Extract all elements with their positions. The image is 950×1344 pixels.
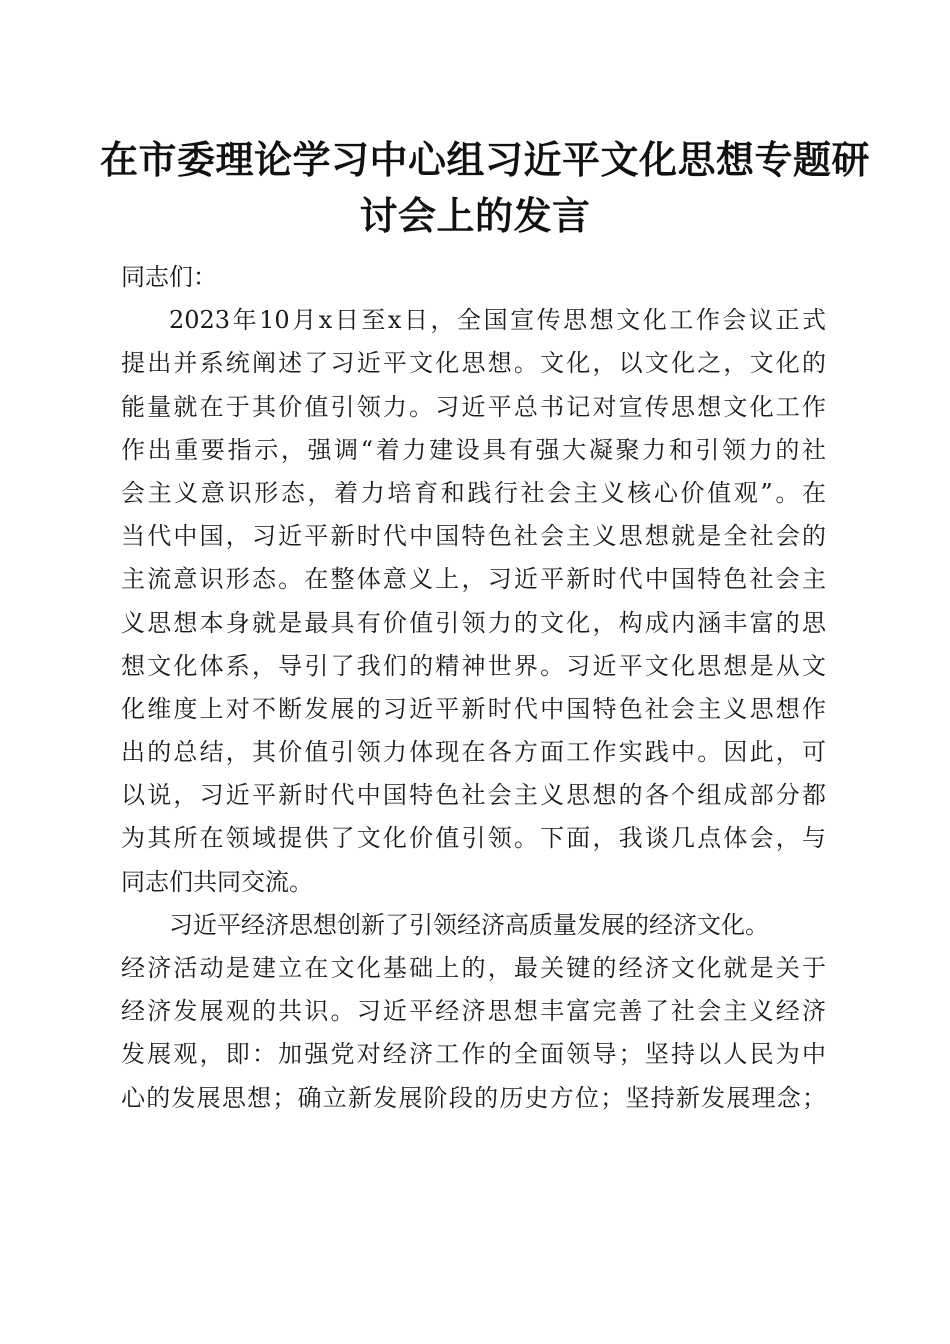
paragraph-line: 作出重要指示，强调“着力建设具有强大凝聚力和引领力的社 [121, 435, 826, 464]
paragraph-line: 当代中国，习近平新时代中国特色社会主义思想就是全社会的 [121, 522, 826, 551]
document-body [121, 256, 826, 1120]
paragraph-2 [121, 904, 826, 1120]
paragraph-line: 主流意识形态。在整体意义上，习近平新时代中国特色社会主 [121, 565, 826, 594]
paragraph-line: 为其所在领域提供了文化价值引领。下面，我谈几点体会，与 [121, 824, 826, 853]
paragraph-line: 想文化体系，导引了我们的精神世界。习近平文化思想是从文 [121, 651, 826, 680]
paragraph-line: 提出并系统阐述了习近平文化思想。文化，以文化之，文化的 [121, 349, 826, 378]
paragraph-line: 义思想本身就是最具有价值引领力的文化，构成内涵丰富的思 [121, 608, 826, 637]
title-line: 讨会上的发言 [359, 193, 591, 238]
paragraph-line: 会主义意识形态，着力培育和践行社会主义核心价值观”。在 [121, 478, 826, 507]
document-title [100, 132, 871, 244]
paragraph-line: 化维度上对不断发展的习近平新时代中国特色社会主义思想作 [121, 694, 826, 723]
paragraph-line: 发展观，即：加强党对经济工作的全面领导；坚持以人民为中 [121, 1040, 826, 1069]
paragraph-line: 以说，习近平新时代中国特色社会主义思想的各个组成部分都 [121, 781, 826, 810]
paragraph-line: 经济发展观的共识。习近平经济思想丰富完善了社会主义经济 [121, 997, 826, 1026]
paragraph-line: 同志们共同交流。 [121, 867, 313, 896]
paragraph-line: 习近平经济思想创新了引领经济高质量发展的经济文化。 [169, 910, 769, 939]
salutation: 同志们： [121, 263, 217, 291]
paragraph-1 [121, 299, 826, 904]
paragraph-line: 能量就在于其价值引领力。习近平总书记对宣传思想文化工作 [121, 392, 826, 421]
title-line: 在市委理论学习中心组习近平文化思想专题研 [100, 137, 871, 182]
paragraph-line: 心的发展思想；确立新发展阶段的历史方位；坚持新发展理念； [121, 1083, 826, 1112]
paragraph-line: 2023年10月x日至x日，全国宣传思想文化工作会议正式 [169, 306, 826, 335]
paragraph-line: 出的总结，其价值引领力体现在各方面工作实践中。因此，可 [121, 738, 826, 767]
paragraph-line: 经济活动是建立在文化基础上的，最关键的经济文化就是关于 [121, 954, 826, 982]
